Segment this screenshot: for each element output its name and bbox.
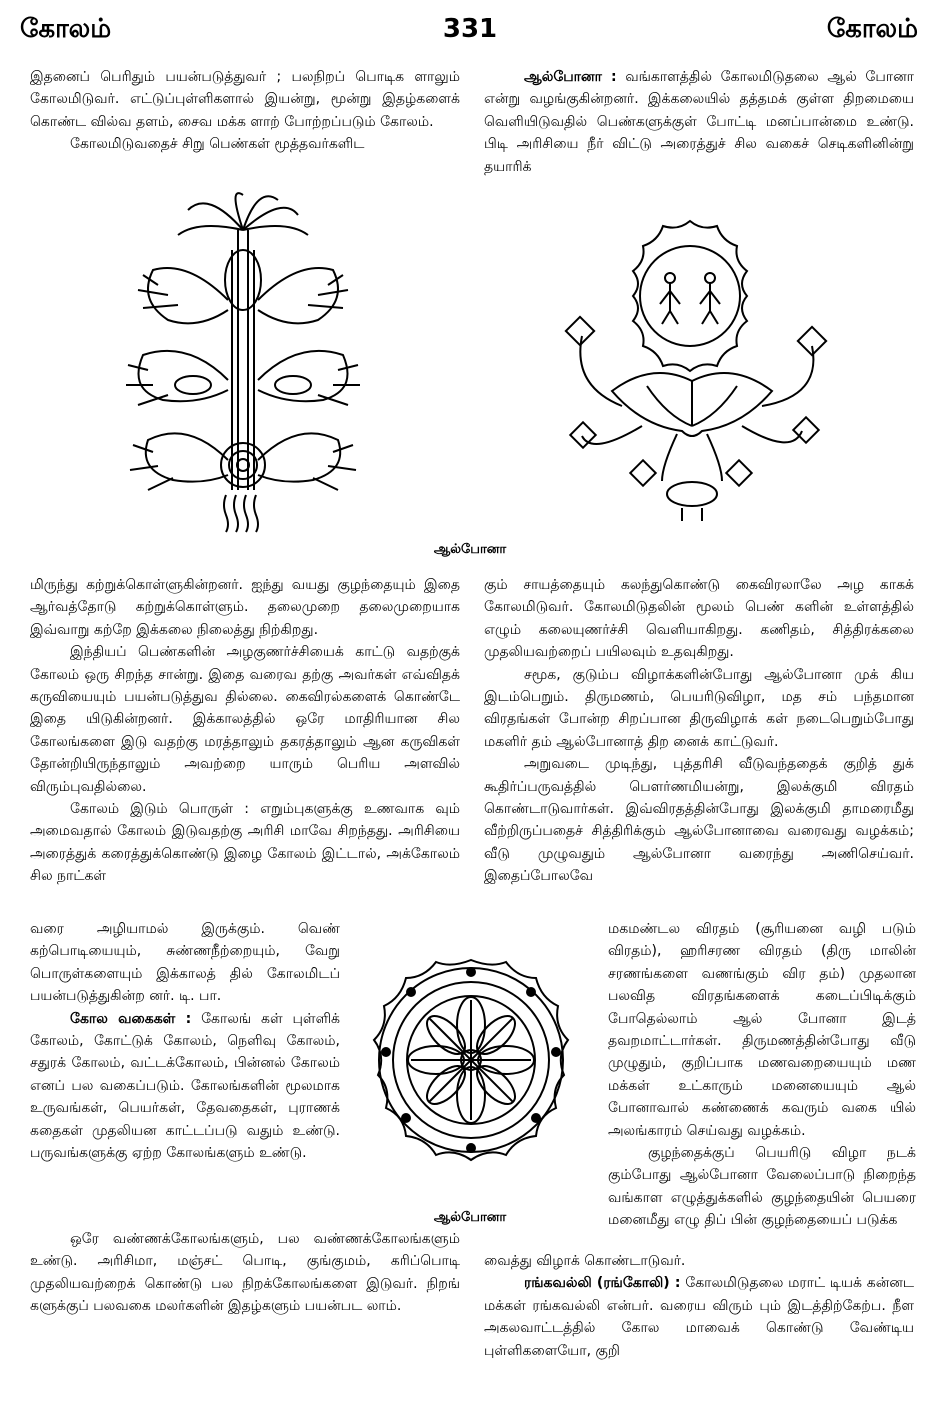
paragraph-text: வங்காளத்தில் கோலமிடுதலை ஆல் போனா என்று வழங்குகின்றனர். இக்கலையில் தத்தமக் குள்ள திறமையை வெளியிடுவதில் பெண்களுக்குள் போட்டி மனப்பான்மை உண்டு. பிடி அரிசியை நீர் விட்டு அரைத்துச் சில வகைச் செடிகளினின்று தயாரிக் — [484, 69, 914, 175]
paragraph: வைத்து விழாக் கொண்டாடுவர். — [484, 1253, 686, 1269]
paragraph: கும் சாயத்தையும் கலந்துகொண்டு கைவிரலாலே அழ காகக் கோலமிடுவர். கோலமிடுதலின் மூலம் பெண் களின் உள்ளத்தில் எழும் கலையுணர்ச்சி வெளியாகிறது. கணிதம், சித்திரக்கலை முதலியவற்றைப் பயிலவும் உதவுகிறது. — [484, 577, 914, 661]
figure-caption-bottom: ஆல்போனா — [433, 1210, 507, 1225]
figure-caption-top: ஆல்போனா — [433, 542, 507, 557]
paragraph-text: கோலங் கள் புள்ளிக் கோலம், கோட்டுக் கோலம், நெளிவு கோலம், சதுரக் கோலம், வட்டக்கோலம், பின்னல் கோலம் எனப் பல வகைப்படும். கோலங்களின் மூலமாக உருவங்கள், பெயர்கள், தேவதைகள், புராணக் கதைகள் முதலியன காட்டப்படு வதும் உண்டு. பருவங்களுக்கு ஏற்ற கோலங்களும் உண்டு. — [30, 1010, 340, 1162]
column-bottom-left — [30, 1228, 460, 1318]
page-number: 331 — [442, 14, 498, 44]
section-lead: ரங்கவல்லி (ரங்கோலி) : — [524, 1275, 681, 1292]
column-middle-right — [484, 574, 914, 888]
paragraph — [30, 1008, 340, 1165]
column-narrow-right — [608, 918, 916, 1232]
paragraph: கோலம் இடும் பொருள் : எறும்புகளுக்கு உணவாக வும் அமைவதால் கோலம் இடுவதற்கு அரிசி மாவே சிறந்தது. அரிசியை அரைத்துக் கரைத்துக்கொண்டு இழை கோலம் இட்டால், அக்கோலம் சில நாட்கள் — [30, 801, 460, 885]
paragraph: அறுவடை முடிந்து, புத்தரிசி வீடுவந்ததைக் குறித் துக் கூதிர்ப்பருவத்தில் பௌர்ணமியன்று, இலக்குமி விரதம் கொண்டாடுவார்கள். இவ்விரதத்தின்போது இலக்குமி தாமரைமீது வீற்றிருப்பதைச் சித்திரிக்கும் ஆல்போனாவை வரைவது வழக்கம்; வீடு முழுவதும் ஆல்போனா வரைந்து அணிசெய்வர். இதைப்போலவே — [484, 756, 914, 885]
paragraph: சமூக, குடும்ப விழாக்களின்போது ஆல்போனா முக் கிய இடம்பெறும். திருமணம், பெயரிடுவிழா, மத சம் பந்தமான விரதங்கள் போன்ற சிறப்பான திருவிழாக் கள் நடைபெறும்போது மகளிர் தம் ஆல்போனாத் திற னைக் காட்டுவர். — [484, 666, 914, 750]
section-lead: கோல வகைகள் : — [70, 1010, 192, 1027]
paragraph: கோலமிடுவதைச் சிறு பெண்கள் மூத்தவர்களிட — [70, 136, 365, 153]
column-top-left — [30, 66, 460, 156]
column-bottom-right — [484, 1250, 914, 1362]
tree-kolam-illustration — [118, 190, 368, 535]
section-lead: ஆல்போனா : — [524, 69, 617, 85]
column-narrow-left — [30, 918, 340, 1164]
column-middle-left — [30, 574, 460, 888]
running-head-left: கோலம் — [20, 14, 112, 44]
alpona-figure-flower-illustration — [552, 196, 842, 526]
paragraph-text: கோலமிடுதலை மராட் டியக் கன்னட மக்கள் ரங்கவல்லி என்பர். வரைய விரும் பும் இடத்திற்கேற்ப. நீள அகலவாட்டத்தில் கோல மாவைக் கொண்டு வேண்டிய புள்ளிகளையோ, குறி — [484, 1275, 915, 1359]
running-head-right: கோலம் — [826, 14, 918, 44]
paragraph: மகமண்டல விரதம் (சூரியனை வழி படும் விரதம்), ஹரிசரண விரதம் (திரு மாலின் சரணங்களை வணங்கும் விர தம்) முதலான பலவித விரதங்களைக் கடைப்பிடிக்கும் போதெல்லாம் ஆல் போனா இடத் தவறமாட்டார்கள். திருமணத்தின்போது வீடு முழுதும், குறிப்பாக மணவறையையும் மண மக்கள் உட்காரும் மனையையும் ஆல் போனாவால் கண்ணைக் கவரும் வகை யில் அலங்காரம் செய்வது வழக்கம். — [608, 921, 916, 1139]
paragraph — [484, 1272, 914, 1362]
paragraph: இந்தியப் பெண்களின் அழகுணர்ச்சியைக் காட்டு வதற்குக் கோலம் ஒரு சிறந்த சான்று. இதை வரைவ தற்கு அவர்கள் எவ்விதக் கருவியையும் பயன்படுத்துவ தில்லை. கைவிரல்களைக் கொண்டே இதை யிடுகின்றனர். இக்காலத்தில் ஒரே மாதிரியான சில கோலங்களை இடு வதற்கு மரத்தாலும் தகரத்தாலும் ஆன கருவிகள் தோன்றியிருந்தாலும் அவற்றை யாரும் பெரிய அளவில் விரும்புவதில்லை. — [30, 644, 460, 795]
paragraph: குழந்தைக்குப் பெயரிடு விழா நடக் கும்போது ஆல்போனா வேலைப்பாடு நிறைந்த வங்காள எழுத்துக்களில் குழந்தையின் பெயரை மனைமீது எழு திப் பின் குழந்தையைப் படுக்க — [608, 1145, 916, 1229]
paragraph: இதனைப் பெரிதும் பயன்படுத்துவர் ; பலநிறப் பொடிக ளாலும் கோலமிடுவர். எட்டுப்புள்ளிகளால் இயன்று, மூன்று இதழ்களைக் கொண்ட வில்வ தளம், சைவ மக்க ளாற் போற்றப்படும் கோலம். — [30, 69, 460, 130]
column-top-right — [484, 66, 914, 178]
paragraph: மிருந்து கற்றுக்கொள்ளுகின்றனர். ஐந்து வயது குழந்தையும் இதை ஆர்வத்தோடு கற்றுக்கொள்ளும். தலைமுறை தலைமுறையாக இவ்வாறு கற்றே இக்கலை நிலைத்து நிற்கிறது. — [30, 577, 460, 638]
paragraph: ஒரே வண்ணக்கோலங்களும், பல வண்ணக்கோலங்களும் உண்டு. அரிசிமா, மஞ்சட் பொடி, குங்குமம், கரிப்பொடி முதலியவற்றைக் கொண்டு பல நிறக்கோலங்களை இடுவர். நிறங் களுக்குப் பலவகை மலர்களின் இதழ்களும் பயன்பட லாம். — [30, 1231, 460, 1315]
circular-alpona-mandala-illustration — [346, 930, 596, 1200]
paragraph: வரை அழியாமல் இருக்கும். வெண் கற்பொடியையும், சுண்ணநீற்றையும், வேறு பொருள்களையும் இக்காலத் தில் கோலமிடப் பயன்படுத்துகின்ற னர். டி. பா. — [30, 921, 340, 1005]
paragraph — [484, 66, 914, 178]
